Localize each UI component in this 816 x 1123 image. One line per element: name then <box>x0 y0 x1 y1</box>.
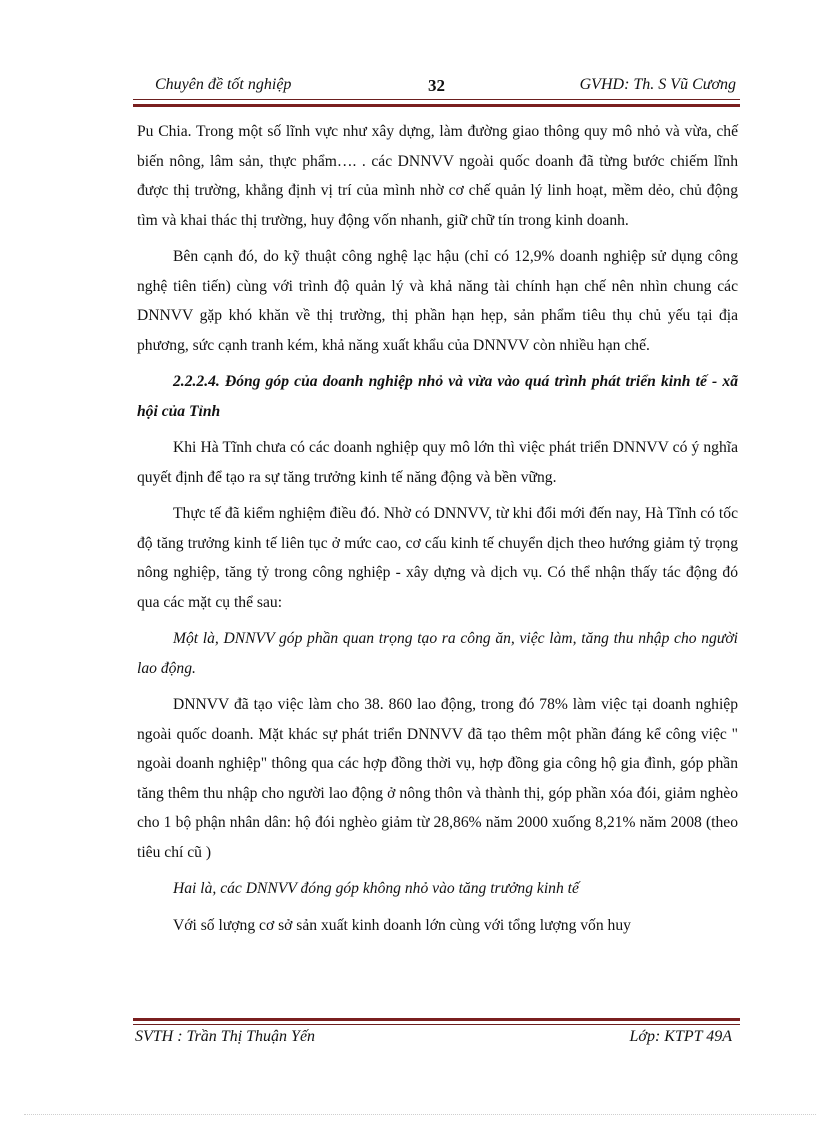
section-heading: 2.2.2.4. Đóng góp của doanh nghiệp nhỏ và vừa vào quá trình phát triển kinh tế - xã hội của Tỉnh <box>137 373 738 420</box>
page-footer <box>133 1026 740 1050</box>
page-header <box>133 72 740 100</box>
page-body <box>137 117 738 947</box>
paragraph-limitations: Bên cạnh đó, do kỹ thuật công nghệ lạc hậu (chỉ có 12,9% doanh nghiệp sử dụng công nghệ tiên tiến) cùng với trình độ quản lý và khả năng tài chính hạn chế nên nhìn chung các DNNVV gặp khó khăn về thị trường, thị phần hạn hẹp, sản phẩm tiêu thụ chủ yếu tại địa phương, sức cạnh tranh kém, khả năng xuất khẩu của DNNVV còn nhiều hạn chế. <box>137 248 738 354</box>
header-advisor: GVHD: Th. S Vũ Cương <box>579 76 736 93</box>
paragraph-employment: DNNVV đã tạo việc làm cho 38. 860 lao động, trong đó 78% làm việc tại doanh nghiệp ngoài quốc doanh. Mặt khác sự phát triển DNNVV đã tạo thêm một phần đáng kể công việc " ngoài doanh nghiệp" thông qua các hợp đồng thời vụ, hợp đồng gia công hộ gia đình, góp phần tăng thêm thu nhập cho người lao động ở nông thôn và thành thị, góp phần xóa đói, giảm nghèo cho 1 bộ phận nhân dân: hộ đói nghèo giảm từ 28,86% năm 2000 xuống 8,21% năm 2008 (theo tiêu chí cũ ) <box>137 696 738 861</box>
page-edge-divider <box>24 1114 816 1115</box>
footer-class: Lớp: KTPT 49A <box>629 1028 732 1045</box>
footer-student: SVTH : Trần Thị Thuận Yến <box>135 1028 316 1045</box>
point-one-heading: Một là, DNNVV góp phần quan trọng tạo ra công ăn, việc làm, tăng thu nhập cho người lao động. <box>137 630 738 677</box>
header-title: Chuyên đề tốt nghiệp <box>155 76 292 93</box>
footer-rule <box>133 1018 740 1025</box>
paragraph-growth: Với số lượng cơ sở sản xuất kinh doanh lớn cùng với tổng lượng vốn huy <box>173 916 631 934</box>
paragraph-continuation: Pu Chia. Trong một số lĩnh vực như xây dựng, làm đường giao thông quy mô nhỏ và vừa, chế biến nông, lâm sản, thực phẩm…. . các DNNVV ngoài quốc doanh đã từng bước chiếm lĩnh được thị trường, khẳng định vị trí của mình nhờ cơ chế quản lý linh hoạt, mềm dẻo, chủ động tìm và khai thác thị trường, huy động vốn nhanh, giữ chữ tín trong kinh doanh. <box>137 123 738 229</box>
point-two-heading: Hai là, các DNNVV đóng góp không nhỏ vào tăng trưởng kinh tế <box>173 880 579 897</box>
header-rule <box>133 99 740 107</box>
paragraph-importance: Khi Hà Tĩnh chưa có các doanh nghiệp quy mô lớn thì việc phát triển DNNVV có ý nghĩa quyết định để tạo ra sự tăng trưởng kinh tế năng động và bền vững. <box>137 439 738 486</box>
page-number: 32 <box>428 76 445 95</box>
paragraph-evidence: Thực tế đã kiểm nghiệm điều đó. Nhờ có DNNVV, từ khi đổi mới đến nay, Hà Tĩnh có tốc độ tăng trưởng kinh tế liên tục ở mức cao, cơ cấu kinh tế chuyển dịch theo hướng giảm tỷ trọng nông nghiệp, tăng tỷ trong công nghiệp - xây dựng và dịch vụ. Có thể nhận thấy tác động đó qua các mặt cụ thể sau: <box>137 505 738 611</box>
